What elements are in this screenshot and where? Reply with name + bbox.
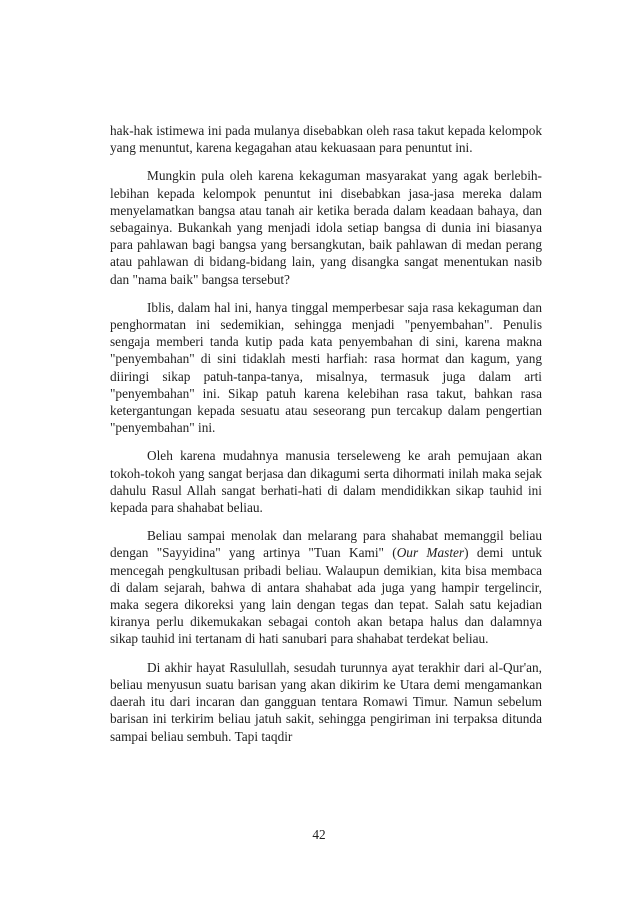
paragraph-4 bbox=[110, 447, 542, 516]
paragraph-5-text-b: ) demi untuk mencegah pengkultusan pribadi beliau. Walaupun demikian, kita bisa membaca di dalam sejarah, bahwa di antara shahabat ada juga yang hampir tergelincir, maka segera dikoreksi yang lain dengan tegas dan tepat. Salah satu kejadian kiranya perlu dikemukakan sebagai contoh akan betapa halus dan dalamnya sikap tauhid ini tertanam di hati sanubari para shahabat terdekat beliau. bbox=[110, 545, 543, 647]
paragraph-2 bbox=[110, 167, 542, 287]
paragraph-3 bbox=[110, 299, 542, 437]
paragraph-5-text-a: Beliau sampai menolak dan melarang para shahabat memanggil beliau dengan "Sayyidina" yang artinya "Tuan Kami" ( bbox=[110, 528, 542, 561]
body-text bbox=[110, 122, 542, 745]
page-number: 42 bbox=[312, 827, 326, 842]
paragraph-2-text: Mungkin pula oleh karena kekaguman masyarakat yang agak berlebih-lebihan kepada kelompok penuntut ini disebabkan jasa-jasa mereka dalam menyelamatkan bangsa atau tanah air ketika berada dalam keadaan bahaya, dan sebagainya. Bukankah yang menjadi idola setiap bangsa di dunia ini biasanya para pahlawan bagi bangsa yang bersangkutan, baik pahlawan di medan perang atau pahlawan di bidang-bidang lain, yang disangka sangat menentukan nasib dan "nama baik" bangsa tersebut? bbox=[110, 168, 542, 287]
paragraph-5-italic-term: Our Master bbox=[396, 545, 465, 561]
paragraph-6-text: Di akhir hayat Rasulullah, sesudah turunnya ayat terakhir dari al-Qur'an, beliau menyusun suatu barisan yang akan dikirim ke Utara demi mengamankan daerah itu dari incaran dan gangguan tentara Romawi Timur. Namun sebelum barisan ini terkirim beliau jatuh sakit, sehingga pengiriman ini terpaksa ditunda sampai beliau sembuh. Tapi taqdir bbox=[110, 659, 542, 744]
paragraph-1-text: hak-hak istimewa ini pada mulanya disebabkan oleh rasa takut kepada kelompok yang menuntut, karena kegagahan atau kekuasaan para penuntut ini. bbox=[110, 123, 542, 156]
paragraph-6 bbox=[110, 659, 542, 745]
paragraph-4-text: Oleh karena mudahnya manusia terseleweng ke arah pemujaan akan tokoh-tokoh yang sangat berjasa dan dikagumi serta dihormati inilah maka sejak dahulu Rasul Allah sangat berhati-hati di dalam mendidikkan sikap tauhid ini kepada para shahabat beliau. bbox=[110, 448, 542, 516]
paragraph-3-text: Iblis, dalam hal ini, hanya tinggal memperbesar saja rasa kekaguman dan penghormatan ini sedemikian, sehingga menjadi "penyembahan". Penulis sengaja memberi tanda kutip pada kata penyembahan di sini, karena makna "penyembahan" di sini tidaklah mesti harfiah: rasa hormat dan kagum, yang diiringi sikap patuh-tanpa-tanya, misalnya, termasuk juga dalam arti "penyembahan" ini. Sikap patuh karena kelebihan rasa takut, bahkan rasa ketergantungan kepada sesuatu atau seseorang pun tercakup dalam pengertian "penyembahan" ini. bbox=[110, 299, 542, 436]
paragraph-5 bbox=[110, 527, 542, 647]
paragraph-1 bbox=[110, 122, 542, 156]
